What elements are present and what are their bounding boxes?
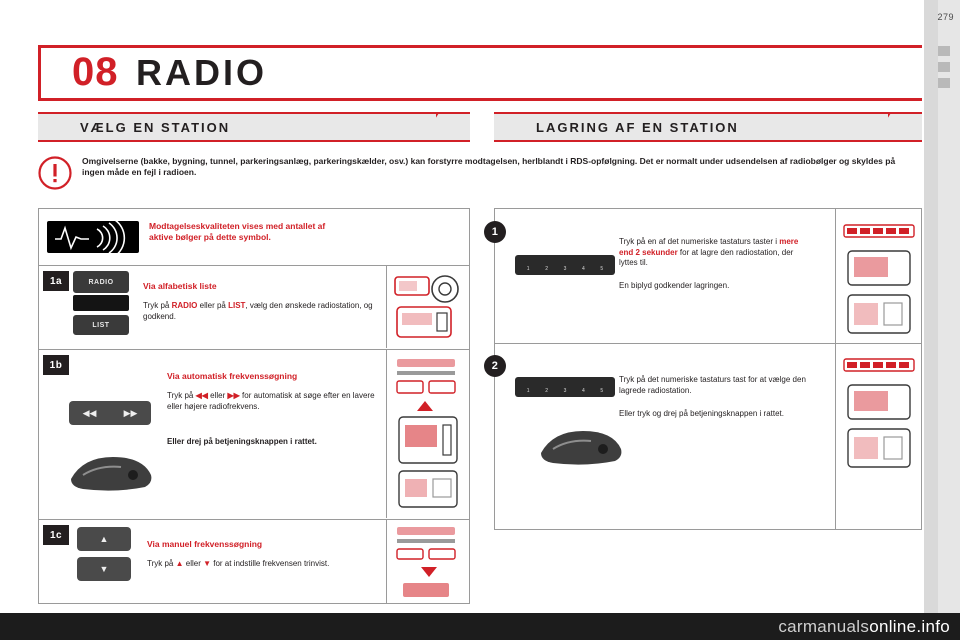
right-divider-v1: [835, 209, 836, 343]
chapter-number: 08: [72, 50, 119, 94]
seek-down-button[interactable]: ◀◀: [82, 407, 97, 418]
watermark-strong: online.info: [869, 617, 950, 636]
numeric-keypad[interactable]: [515, 255, 615, 275]
step-1c-post: for at indstille frekvensen trinvist.: [211, 559, 330, 568]
step-1a-pre: Tryk på: [143, 301, 172, 310]
step-1a-body: [143, 301, 383, 322]
seek-up-button[interactable]: ▶▶: [123, 407, 138, 418]
step-r2-line2: Eller tryk og drej på betjeningsknappen i rattet.: [619, 409, 784, 418]
step-r1-line2: En biplyd godkender lagringen.: [619, 281, 730, 290]
step-1a-red2: LIST: [228, 301, 246, 310]
step-1c-title: Via manuel frekvenssøgning: [147, 539, 263, 549]
illustration-head-unit-1c: [389, 521, 469, 603]
numeric-keypad-2[interactable]: [515, 377, 615, 397]
keypad-key-3[interactable]: 3: [563, 266, 567, 272]
signal-quality-note: Modtagelseskvaliteten vises med antallet af aktive bølger på dette symbol.: [149, 221, 326, 242]
step-1c-pre: Tryk på: [147, 559, 176, 568]
store-station-panel: [491, 208, 922, 530]
step-1c-mid: eller: [183, 559, 204, 568]
step-1b-red2: ▶▶: [227, 391, 240, 400]
page-edge-band-inner: [938, 0, 960, 613]
step-r2-line1: Tryk på det numeriske tastaturs tast for at vælge den lagrede radiostation.: [619, 375, 806, 395]
section-slash-b: [888, 112, 936, 146]
keypad-key-4[interactable]: 4: [581, 266, 585, 272]
step-1b-extra: Eller drej på betjeningsknappen i rattet.: [167, 437, 317, 446]
header-left-bar: [38, 45, 41, 101]
watermark-dim: carmanuals: [778, 617, 870, 636]
step-r1-pre: Tryk på en af det numeriske tastaturs taster i: [619, 237, 780, 246]
keypad-key-1[interactable]: 1: [526, 266, 530, 272]
step-1a-title: Via alfabetisk liste: [143, 281, 217, 291]
section-title-a: VÆLG EN STATION: [80, 120, 231, 135]
step-1b-mid: eller: [207, 391, 228, 400]
step-1c-body: [147, 559, 362, 570]
illustration-head-unit-1b: [389, 351, 469, 517]
steering-wheel-control-illustration-2: [535, 423, 627, 469]
section-slash-a: [436, 112, 484, 146]
warning-text: Omgivelserne (bakke, bygning, tunnel, parkeringsanlæg, parkeringskælder, osv.) kan forstyrre modtagelsen, herlblandt i RDS-opfølgning. Det er normalt under udsendelsen af radiobølger og skyldes på ingen måde en fejl i radioen.: [82, 156, 896, 177]
step-1a-post: , vælg den ønskede radiostation, og godkend.: [143, 301, 373, 321]
tab-mark-3: [938, 78, 950, 88]
divider-v1: [386, 266, 387, 348]
illustration-head-unit-1a: [389, 267, 469, 347]
step-1b-red1: ◀◀: [195, 391, 208, 400]
divider-v3: [386, 520, 387, 604]
step-1b-body: [167, 391, 377, 412]
header-rule-top: [38, 45, 922, 48]
keypad-key-2[interactable]: 2: [545, 266, 548, 272]
keypad2-key-3[interactable]: 3: [563, 388, 567, 394]
tune-down-button[interactable]: ▼: [77, 557, 131, 581]
step-badge-1a: 1a: [43, 271, 69, 291]
tab-mark-2: [938, 62, 950, 72]
right-divider-1: [495, 343, 921, 344]
list-button[interactable]: LIST: [73, 315, 129, 335]
seek-buttons-group[interactable]: [69, 401, 151, 425]
step-badge-1b: 1b: [43, 355, 69, 375]
step-r1-post: for at lagre den radiostation, der lyttes til.: [619, 247, 794, 267]
divider-2: [39, 349, 469, 350]
step-r1-body: [619, 237, 809, 269]
divider-1: [39, 265, 469, 266]
illustration-keypad-store: [838, 215, 920, 341]
keypad2-key-1[interactable]: 1: [526, 388, 530, 394]
step-badge-1c: 1c: [43, 525, 69, 545]
step-1b-pre: Tryk på: [167, 391, 196, 400]
step-1c-red2: ▼: [203, 559, 212, 568]
keypad2-key-4[interactable]: 4: [581, 388, 585, 394]
step-badge-1: 1: [484, 221, 506, 243]
step-1b-post: for automatisk at søge efter en lavere eller højere radiofrekvens.: [167, 391, 375, 411]
step-1b-title: Via automatisk frekvenssøgning: [167, 371, 298, 381]
step-r1-red: mere end 2 sekunder: [619, 237, 799, 257]
right-divider-v2: [835, 344, 836, 530]
section-header-store-station: [494, 112, 922, 142]
step-1a-mid: eller på: [197, 301, 229, 310]
keypad2-key-2[interactable]: 2: [545, 388, 548, 394]
divider-3: [39, 519, 469, 520]
section-header-choose-station: [38, 112, 470, 142]
step-1a-red1: RADIO: [171, 301, 198, 310]
keypad-key-5[interactable]: 5: [600, 266, 604, 272]
illustration-keypad-recall: [838, 349, 920, 475]
radio-button[interactable]: RADIO: [73, 271, 129, 293]
choose-station-panel: [38, 208, 470, 604]
section-title-b: LAGRING AF EN STATION: [536, 120, 739, 135]
step-badge-2: 2: [484, 355, 506, 377]
steering-wheel-control-illustration-1b: [65, 449, 157, 495]
page-number: 279: [937, 12, 954, 22]
watermark: [778, 617, 950, 637]
step-1c-red1: ▲: [175, 559, 184, 568]
page-title: RADIO: [136, 52, 267, 93]
divider-v2: [386, 350, 387, 518]
tune-up-button[interactable]: ▲: [77, 527, 131, 551]
radio-button-base: [73, 295, 129, 311]
tab-mark-1: [938, 46, 950, 56]
keypad2-key-5[interactable]: 5: [600, 388, 604, 394]
header-rule-bottom: [38, 98, 922, 101]
warning-exclamation-icon: [38, 156, 72, 190]
radio-wave-signal-icon: [45, 217, 141, 257]
